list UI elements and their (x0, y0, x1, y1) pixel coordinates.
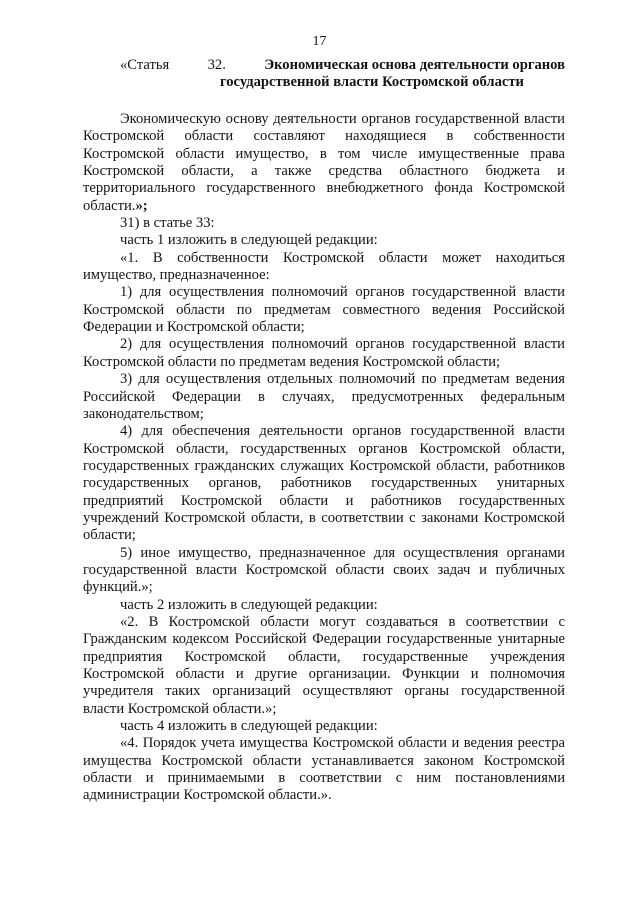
paragraph: 31) в статье 33: (120, 215, 215, 232)
page-number: 17 (312, 34, 327, 49)
paragraph: часть 4 изложить в следующей редакции: (120, 718, 378, 735)
article-heading (120, 57, 565, 92)
paragraph: «1. В собственности Костромской области может находиться имущество, предназначенное: (83, 249, 565, 284)
document-body (83, 111, 565, 805)
paragraph: часть 2 изложить в следующей редакции: (120, 596, 378, 613)
paragraph: 2) для осуществления полномочий органов государственной власти Костромской области по предметам ведения Костромской области; (83, 336, 565, 370)
article-title-line-1: Экономическая основа деятельности органов (264, 57, 565, 73)
paragraph: 3) для осуществления отдельных полномочий по предметам ведения Российской Федерации в случаях, предусмотренных федеральным законодательством; (83, 371, 565, 422)
article-heading-line-1 (120, 57, 565, 74)
paragraph: «2. В Костромской области могут создаваться в соответствии с Гражданским кодексом Российской Федерации государственные унитарные предприятия Костромской области, государственные учреждения Костромской области и другие организации. Функции и полномочия учредителя таких организаций осуществляют органы государственной власти Костромской области.»; (83, 613, 565, 717)
article-prefix: «Статья (120, 57, 170, 73)
article-number: 32. (207, 57, 226, 73)
paragraph: 1) для осуществления полномочий органов государственной власти Костромской области по предметам совместного ведения Российской Федерации и Костромской области; (83, 284, 565, 336)
paragraph-text: Экономическую основу деятельности органов государственной власти Костромской области составляют находящиеся в собственности Костромской области имущество, в том числе имущественные права Костромской области, а также средства областного бюджета и территориального государственного внебюджетного фонда Костромской области. (83, 111, 565, 214)
paragraph: 5) иное имущество, предназначенное для осуществления органами государственной власти Костромской области своих задач и публичных функций.»; (83, 544, 565, 596)
closing-quote: »; (135, 197, 148, 214)
paragraph: 4) для обеспечения деятельности органов государственной власти Костромской области, государственных органов Костромской области, государственных гражданских служащих Костромской области, работников государственных органов, работников государственных унитарных предприятий Костромской области и работников государственных учреждений Костромской области, в соответствии с законами Костромской области; (83, 423, 565, 544)
paragraph (83, 111, 565, 215)
article-title-line-2: государственной власти Костромской области (220, 74, 524, 91)
paragraph: часть 1 изложить в следующей редакции: (120, 232, 378, 249)
paragraph: «4. Порядок учета имущества Костромской области и ведения реестра имущества Костромской области устанавливается законом Костромской области и принимаемыми в соответствии с ним постановлениями администрации Костромской области.». (83, 735, 565, 804)
